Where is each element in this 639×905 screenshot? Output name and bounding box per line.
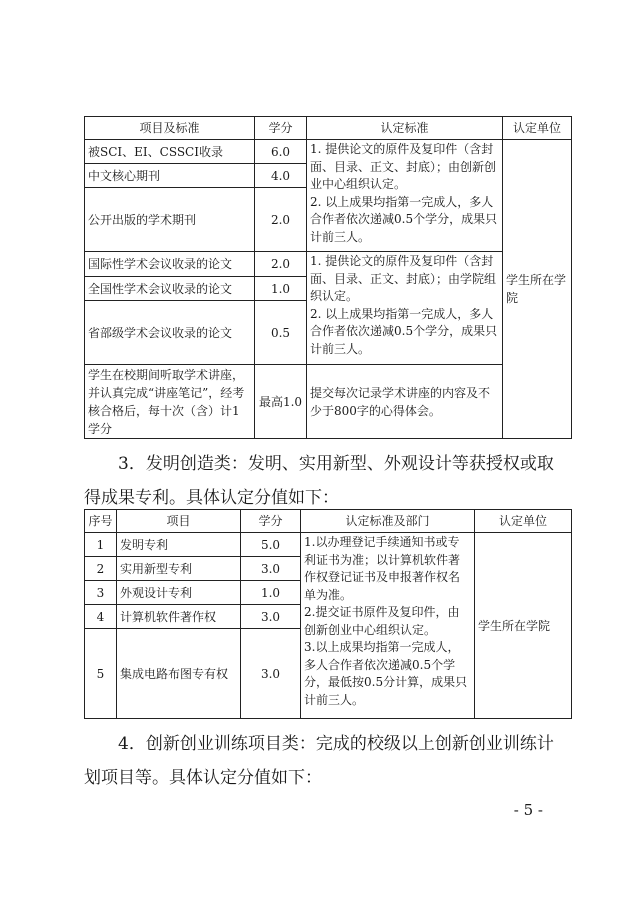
row-item: 全国性学术会议收录的论文 [85,277,255,301]
section-4-paragraph: 4．创新创业训练项目类：完成的校级以上创新创业训练计划项目等。具体认定分值如下： [84,734,554,788]
header-unit: 认定单位 [503,117,572,140]
row-no: 1 [85,533,117,557]
row-credit: 3.0 [241,629,301,719]
table-row [85,365,572,439]
row-credit: 5.0 [241,533,301,557]
row-item: 外观设计专利 [117,581,241,605]
standard-cell: 1. 提供论文的原件及复印件（含封面、目录、正文、封底）；由学院组织认定。 2. 以上成果均指第一完成人，多人合作者依次递减0.5个学分，成果只计前三人。 [307,252,503,365]
row-item: 中文核心期刊 [85,164,255,188]
row-credit: 2.0 [255,188,307,252]
row-no: 2 [85,557,117,581]
row-item: 被SCI、EI、CSSCI收录 [85,140,255,164]
row-no: 5 [85,629,117,719]
header-standard: 认定标准 [307,117,503,140]
row-item: 实用新型专利 [117,557,241,581]
row-credit: 最高1.0 [255,365,307,439]
header-item: 项目及标准 [85,117,255,140]
row-credit: 2.0 [255,252,307,277]
row-item: 国际性学术会议收录的论文 [85,252,255,277]
row-item: 省部级学术会议收录的论文 [85,301,255,365]
table-header-row [85,117,572,140]
row-credit: 1.0 [255,277,307,301]
unit-cell: 学生所在学院 [475,533,572,719]
row-credit: 1.0 [241,581,301,605]
row-item: 公开出版的学术期刊 [85,188,255,252]
table-row [85,140,572,164]
table-row [85,252,572,277]
page-number: - 5 - [513,801,543,819]
row-item: 学生在校期间听取学术讲座，并认真完成“讲座笔记”，经考核合格后，每十次（含）计1学分 [85,365,255,439]
header-credit: 学分 [255,117,307,140]
row-item: 发明专利 [117,533,241,557]
row-credit: 4.0 [255,164,307,188]
header-unit: 认定单位 [475,510,572,533]
row-item: 集成电路布图专有权 [117,629,241,719]
row-credit: 3.0 [241,557,301,581]
standard-cell: 1.以办理登记手续通知书或专利证书为准；以计算机软件著作权登记证书及申报著作权名单为准。 2.提交证书原件及复印件，由创新创业中心组织认定。 3.以上成果均指第一完成人，多人合作者依次递减0.5个学分，最低按0.5分计算，成果只计前三人。 [301,533,475,719]
table-header-row [85,510,572,533]
header-standard: 认定标准及部门 [301,510,475,533]
table-row [85,533,572,557]
standard-cell: 提交每次记录学术讲座的内容及不少于800字的心得体会。 [307,365,503,439]
section-3-paragraph: 3．发明创造类：发明、实用新型、外观设计等获授权或取得成果专利。具体认定分值如下： [84,454,554,508]
inventions-table [84,509,572,719]
row-no: 3 [85,581,117,605]
row-credit: 3.0 [241,605,301,629]
header-no: 序号 [85,510,117,533]
unit-cell: 学生所在学院 [503,140,572,439]
header-credit: 学分 [241,510,301,533]
row-credit: 6.0 [255,140,307,164]
row-no: 4 [85,605,117,629]
row-item: 计算机软件著作权 [117,605,241,629]
standard-cell: 1. 提供论文的原件及复印件（含封面、目录、正文、封底）；由创新创业中心组织认定。 2. 以上成果均指第一完成人，多人合作者依次递减0.5个学分，成果只计前三人。 [307,140,503,252]
row-credit: 0.5 [255,301,307,365]
header-item: 项目 [117,510,241,533]
academic-papers-table [84,116,572,439]
